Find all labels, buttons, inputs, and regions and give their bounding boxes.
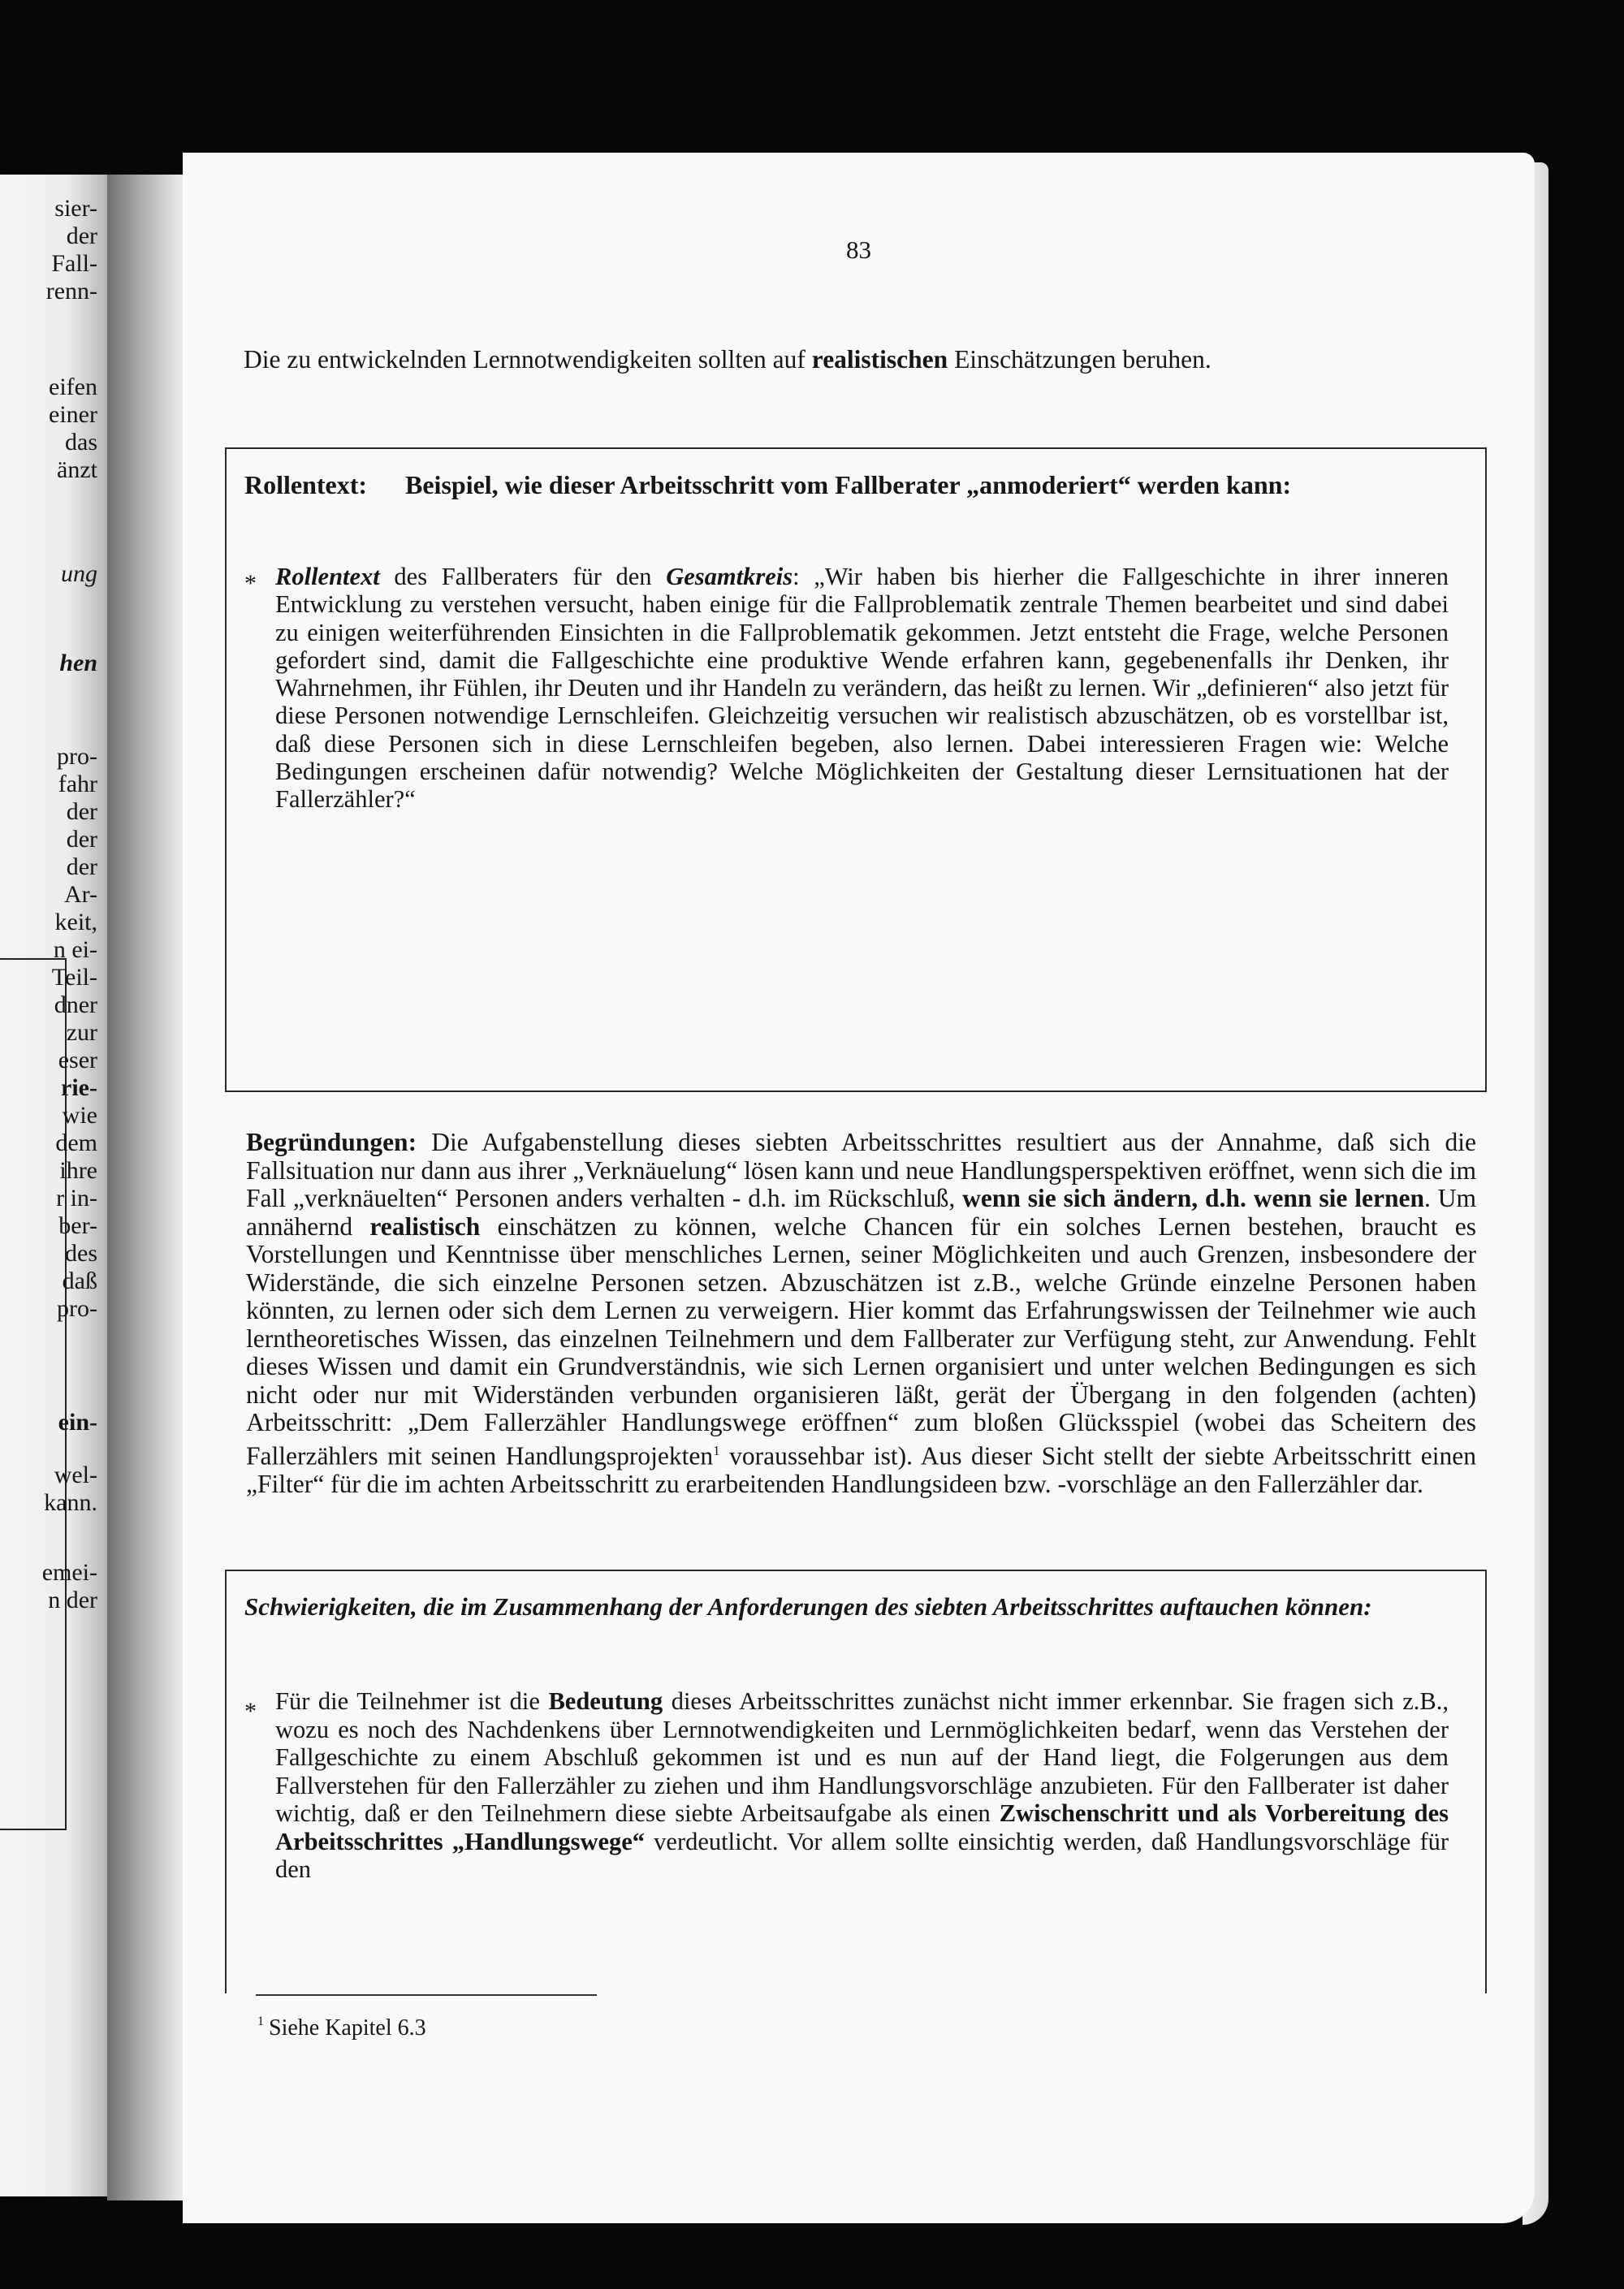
- left-page-fragment: n ei-: [53, 936, 97, 963]
- left-page-fragment: r in-: [56, 1185, 97, 1211]
- left-page-fragment: einer: [49, 401, 97, 428]
- left-page-fragment: das: [65, 429, 97, 456]
- left-page-fragment: der: [66, 826, 97, 853]
- left-page-fragment: eifen: [49, 374, 97, 400]
- rollentext-text-2: : „Wir haben bis hierher die Fallgeschichte in ihrer inneren Entwicklung zu verstehen versucht, haben einige für die Fallproblematik zentrale Themen bearbeitet und sind dabei zu einigen weiterführenden Einsichten in die Fallproblematik gekommen. Jetzt entsteht die Frage, welche Personen gefordert sind, damit die Fallgeschichte eine produktive Wende erfahren kann, gegebenenfalls ihr Denken, ihr Wahrnehmen, ihr Fühlen, ihr Deuten und ihr Handeln zu verändern, das heißt zu lernen. Wir „definieren“ also jetzt für diese Personen notwendige Lernschleifen. Gleichzeitig versuchen wir realistisch abzuschätzen, ob es vorstellbar ist, daß diese Personen sich in diese Lernschleifen begeben, also lernen. Dabei interessieren Fragen wie: Welche Bedingungen erscheinen dafür notwendig? Welche Möglichkeiten der Gestaltung dieser Lernsituationen hat der Fallerzähler?“: [275, 563, 1449, 814]
- bullet-marker: *: [244, 1698, 257, 1725]
- left-page-fragment: kann.: [44, 1489, 97, 1516]
- bullet-marker: *: [244, 570, 257, 597]
- facing-left-page: [0, 175, 122, 2196]
- left-page-fragment: der: [66, 853, 97, 880]
- schwierigkeiten-body: [275, 1687, 1449, 1884]
- left-page-fragment: Teil-: [51, 964, 97, 991]
- left-page-fragment: sier-: [54, 195, 97, 222]
- left-page-fragment: pro-: [57, 1295, 97, 1322]
- left-page-fragment: dner: [54, 991, 97, 1018]
- schwierigkeiten-text-2: dieses Arbeitsschrittes zunächst nicht immer erkennbar. Sie fragen sich z.B., wozu es noch des Nachdenkens über Lernnotwendigkeiten und Lernmöglichkeiten bedarf, wenn das Verstehen der Fallgeschichte zu einem Abschluß gekommen ist und es nun auf der Hand liegt, die Folgerungen aus dem Fallverstehen für den Fallerzähler zu ziehen und ihm Handlungsvorschläge anzubieten. Für den Fallberater ist daher wichtig, daß er den Teilnehmern diese siebte Arbeitsaufgabe als einen: [275, 1687, 1449, 1827]
- begruendungen-paragraph: [246, 1129, 1476, 1498]
- left-page-fragment: Fall-: [51, 250, 97, 277]
- begruendungen-label: Begründungen:: [246, 1128, 417, 1156]
- rollentext-body: [275, 563, 1449, 814]
- rollentext-text-1: des Fallberaters für den: [379, 563, 667, 590]
- left-page-fragment: fahr: [58, 771, 97, 797]
- left-page-fragment: emei-: [41, 1559, 97, 1586]
- begruendungen-bold-2: realistisch: [369, 1211, 481, 1241]
- left-page-fragment: keit,: [54, 909, 97, 935]
- left-page-fragment: Ar-: [63, 881, 97, 908]
- intro-bold-term: realistischen: [811, 345, 948, 374]
- footnote: [257, 2008, 426, 2042]
- left-page-fragment: pro-: [57, 743, 97, 770]
- left-page-fragment: rie-: [61, 1074, 97, 1101]
- begruendungen-text-1: Die Aufgabenstellung dieses siebten Arbeitsschrittes resultiert aus der Annahme, daß sich die Fallsituation nur dann aus ihrer „Verknäuelung“ lösen kann und neue Handlungsperspektiven eröffnet, wenn sich die im Fall „verknäuelten“ Personen anders verhalten - d.h. im Rückschluß,: [246, 1128, 1476, 1212]
- begruendungen-bold-1: wenn sie sich ändern, d.h. wenn sie lernen: [962, 1184, 1424, 1212]
- intro-text-start: Die zu entwickelnden Lernnotwendigkeiten sollten auf: [244, 345, 812, 374]
- footnote-text: Siehe Kapitel 6.3: [269, 2015, 426, 2041]
- rollentext-heading: Beispiel, wie dieser Arbeitsschritt vom Fallberater „anmoderiert“ werden kann:: [405, 470, 1292, 499]
- footnote-reference: 1: [713, 1442, 720, 1458]
- left-page-fragment: dem: [55, 1129, 97, 1156]
- footnote-rule: [256, 1994, 597, 1996]
- begruendungen-text-2: . Um annähernd: [246, 1184, 1476, 1241]
- left-page-fragment: der: [66, 798, 97, 825]
- intro-paragraph: [244, 346, 1474, 374]
- left-page-fragment: n der: [48, 1587, 97, 1613]
- term-rollentext: Rollentext: [275, 563, 380, 590]
- schwierigkeiten-bold-2: Zwischenschritt und als Vorbereitung des Arbeitsschrittes „Handlungswege“: [275, 1799, 1449, 1855]
- footnote-number: 1: [257, 2015, 264, 2028]
- term-gesamtkreis: Gesamtkreis: [666, 563, 793, 590]
- page-number: 83: [846, 235, 871, 264]
- left-page-fragment: ung: [61, 560, 97, 587]
- left-page-fragment: hen: [59, 650, 97, 676]
- left-page-fragment: renn-: [45, 278, 97, 304]
- schwierigkeiten-bold-1: Bedeutung: [548, 1687, 663, 1715]
- left-page-fragment: wel-: [54, 1462, 97, 1488]
- left-page-fragment: des: [65, 1240, 97, 1267]
- left-page-fragment: ein-: [58, 1409, 97, 1436]
- schwierigkeiten-text-1: Für die Teilnehmer ist die: [275, 1687, 549, 1715]
- rollentext-box: [225, 447, 1487, 1092]
- left-page-fragment: wie: [62, 1102, 97, 1129]
- left-page-fragment: eser: [58, 1047, 97, 1073]
- intro-text-end: Einschätzungen beruhen.: [948, 345, 1212, 374]
- left-page-fragment: änzt: [57, 456, 97, 483]
- begruendungen-text-4: voraussehbar ist). Aus dieser Sicht stellt der siebte Arbeitsschritt einen „Filter“ für die im achten Arbeitsschritt zu erarbeitenden Handlungsideen bzw. -vorschläge an den Fallerzähler dar.: [246, 1441, 1477, 1498]
- schwierigkeiten-heading: Schwierigkeiten, die im Zusammenhang der Anforderungen des siebten Arbeitsschrittes auftauchen können:: [244, 1592, 1372, 1621]
- left-page-fragment: zur: [66, 1019, 97, 1046]
- schwierigkeiten-box: [225, 1570, 1487, 1993]
- rollentext-label: Rollentext:: [244, 470, 368, 499]
- left-page-fragment: ihre: [59, 1157, 97, 1184]
- left-page-fragment: daß: [62, 1268, 97, 1294]
- book-page: [183, 153, 1535, 2223]
- schwierigkeiten-text-3: verdeutlicht. Vor allem sollte einsichtig werden, daß Handlungsvorschläge für den: [275, 1827, 1449, 1883]
- left-page-fragment: ber-: [58, 1212, 97, 1239]
- begruendungen-text-3: einschätzen zu können, welche Chancen für ein solches Lernen bestehen, braucht es Vorstellungen und Kenntnisse über menschliches Lernen, seiner Möglichkeiten und auch Grenzen, insbesondere der Widerstände, die sich einzelne Personen setzen. Abzuschätzen ist z.B., welche Gründe einzelne Personen haben könnten, zu lernen oder sich dem Lernen zu verweigern. Hier kommt das Erfahrungswissen der Teilnehmer wie auch lerntheoretisches Wissen, das einzelnen Teilnehmern und dem Fallberater zur Verfügung steht, zur Anwendung. Fehlt dieses Wissen und damit ein Grundverständnis, wie sich Lernen organisiert und unter welchen Bedingungen es sich nicht oder nur mit Widerständen verbunden organisieren läßt, gerät der Übergang in den folgenden (achten) Arbeitsschritt: „Dem Fallerzähler Handlungswege eröffnen“ zum bloßen Glücksspiel (wobei das Scheitern des Fallerzählers mit seinen Handlungsprojekten: [246, 1211, 1477, 1470]
- left-page-fragment: der: [66, 222, 97, 249]
